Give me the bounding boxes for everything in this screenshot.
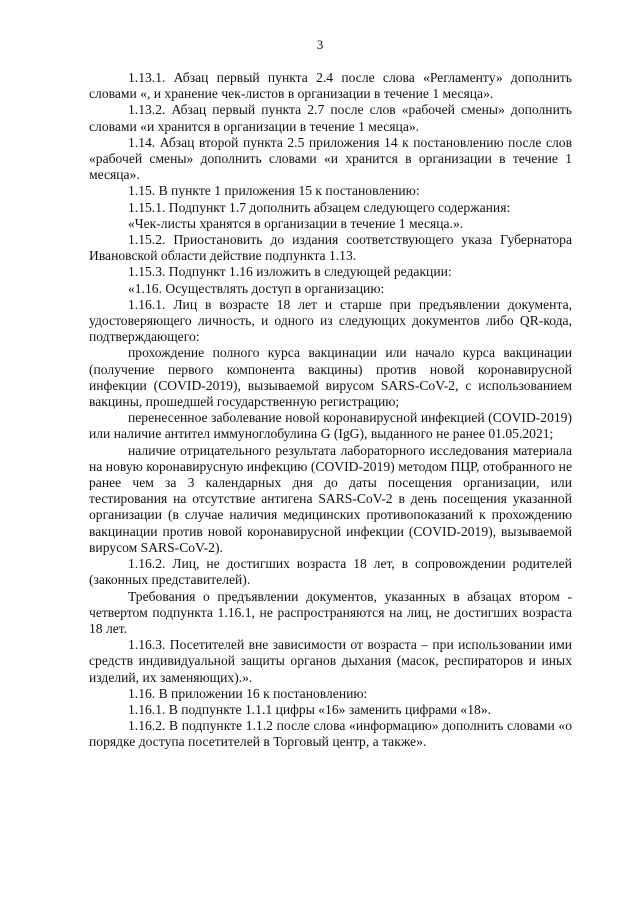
paragraph-quote-checklists: «Чек-листы хранятся в организации в течение 1 месяца.». bbox=[128, 215, 464, 231]
paragraph-1-16-2-info: 1.16.2. В подпункте 1.1.2 после слова «информацию» дополнить словами «о порядке доступа посетителей в Торговый центр, а также». bbox=[89, 718, 572, 750]
page-number: 3 bbox=[316, 37, 324, 52]
paragraph-1-15-1: 1.15.1. Подпункт 1.7 дополнить абзацем следующего содержания: bbox=[128, 199, 511, 215]
paragraph-1-16-3: 1.16.3. Посетителей вне зависимости от возраста – при использовании ими средств индивидуальной защиты органов дыхания (масок, респираторов и иных изделий, их заменяющих).». bbox=[89, 637, 572, 685]
paragraph-1-13-2: 1.13.2. Абзац первый пункта 2.7 после слов «рабочей смены» дополнить словами «и хранится в организации в течение 1 месяца». bbox=[89, 102, 572, 134]
paragraph-recovered: перенесенное заболевание новой коронавирусной инфекцией (COVID-2019) или наличие антител иммуноглобулина G (IgG), выданного не ранее 01.05.2021; bbox=[89, 410, 572, 442]
paragraph-1-16-access: «1.16. Осуществлять доступ в организацию: bbox=[128, 280, 385, 296]
paragraph-1-14: 1.14. Абзац второй пункта 2.5 приложения 14 к постановлению после слов «рабочей смены» дополнить словами «и хранится в организации в течение 1 месяца». bbox=[89, 134, 572, 183]
paragraph-1-16-1-digits: 1.16.1. В подпункте 1.1.1 цифры «16» заменить цифрами «18». bbox=[128, 701, 492, 717]
paragraph-1-13-1: 1.13.1. Абзац первый пункта 2.4 после слова «Регламенту» дополнить словами «, и хранение чек-листов в организации в течение 1 месяца». bbox=[89, 70, 572, 102]
paragraph-1-15: 1.15. В пункте 1 приложения 15 к постановлению: bbox=[128, 183, 420, 199]
paragraph-negative-test: наличие отрицательного результата лабораторного исследования материала на новую коронавирусную инфекцию (COVID-2019) методом ПЦР, отобранного не ранее чем за 3 календарных дня до даты посещения организации, или тестирования на отсутствие антигена SARS-CoV-2 в день посещения указанной организации (в случае наличия медицинских противопоказаний к прохождению вакцинации против новой коронавирусной инфекции (COVID-2019), вызываемой вирусом SARS-CoV-2). bbox=[89, 442, 572, 555]
paragraph-1-16-1: 1.16.1. Лиц в возрасте 18 лет и старше при предъявлении документа, удостоверяющего личность, и одного из следующих документов либо QR-кода, подтверждающего: bbox=[89, 296, 572, 345]
paragraph-1-15-3: 1.15.3. Подпункт 1.16 изложить в следующей редакции: bbox=[128, 264, 452, 280]
paragraph-requirements: Требования о предъявлении документов, указанных в абзацах втором - четвертом подпункта 1.16.1, не распространяются на лиц, не достигших возраста 18 лет. bbox=[89, 588, 572, 636]
paragraph-1-15-2: 1.15.2. Приостановить до издания соответствующего указа Губернатора Ивановской области действие подпункта 1.13. bbox=[89, 232, 572, 264]
paragraph-1-16-2: 1.16.2. Лиц, не достигших возраста 18 лет, в сопровождении родителей (законных представителей). bbox=[89, 556, 572, 588]
document-body bbox=[89, 70, 572, 751]
paragraph-vaccination: прохождение полного курса вакцинации или начало курса вакцинации (получение первого компонента вакцины) против новой коронавирусной инфекции (COVID-2019), вызываемой вирусом SARS-CoV-2, с использованием вакцины, прошедшей государственную регистрацию; bbox=[89, 345, 572, 410]
paragraph-1-16-appendix: 1.16. В приложении 16 к постановлению: bbox=[128, 685, 368, 701]
